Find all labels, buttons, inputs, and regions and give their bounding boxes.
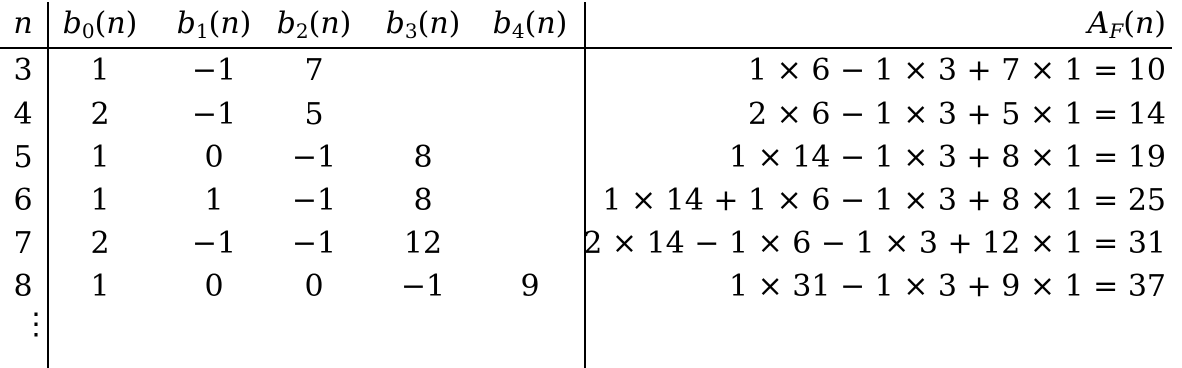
cell-b0: 1	[90, 269, 110, 304]
cell-af: 1 × 31 − 1 × 3 + 9 × 1 = 37	[728, 269, 1166, 304]
cell-af: 1 × 6 − 1 × 3 + 7 × 1 = 10	[748, 53, 1166, 88]
cell-b1: 0	[204, 269, 224, 304]
cell-n: 4	[13, 97, 33, 132]
cell-b0: 1	[90, 140, 110, 175]
cell-b2: 7	[304, 53, 324, 88]
cell-af: 1 × 14 − 1 × 3 + 8 × 1 = 19	[728, 140, 1166, 175]
cell-n: 7	[13, 226, 33, 261]
cell-af: 1 × 14 + 1 × 6 − 1 × 3 + 8 × 1 = 25	[602, 183, 1166, 218]
header-b4: $b_4(n)$	[492, 6, 568, 43]
cell-n: 3	[13, 53, 33, 88]
cell-b1: −1	[191, 53, 237, 88]
cell-b3: 12	[403, 226, 443, 261]
continuation-ellipsis: ⋮	[21, 307, 51, 342]
cell-b3: −1	[400, 269, 446, 304]
cell-b1: −1	[191, 97, 237, 132]
cell-n: 8	[13, 269, 33, 304]
cell-n: 6	[13, 183, 33, 218]
cell-b2: −1	[291, 183, 337, 218]
cell-b2: 0	[304, 269, 324, 304]
header-b0: $b_0(n)$	[62, 6, 138, 43]
cell-b1: −1	[191, 226, 237, 261]
header-n: n	[13, 6, 33, 41]
cell-b0: 1	[90, 53, 110, 88]
header-af: AF(n)	[1087, 6, 1166, 43]
cell-b3: 8	[413, 140, 433, 175]
cell-b2: −1	[291, 226, 337, 261]
cell-b3: 8	[413, 183, 433, 218]
cell-af: 2 × 14 − 1 × 6 − 1 × 3 + 12 × 1 = 31	[583, 226, 1166, 261]
header-b1: $b_1(n)$	[176, 6, 252, 43]
cell-b4: 9	[520, 269, 540, 304]
cell-n: 5	[13, 140, 33, 175]
cell-b0: 1	[90, 183, 110, 218]
cell-b2: 5	[304, 97, 324, 132]
cell-b1: 0	[204, 140, 224, 175]
cell-b1: 1	[204, 183, 224, 218]
cell-af: 2 × 6 − 1 × 3 + 5 × 1 = 14	[748, 97, 1166, 132]
header-b2: $b_2(n)$	[276, 6, 352, 43]
header-b3: $b_3(n)$	[385, 6, 461, 43]
cell-b2: −1	[291, 140, 337, 175]
column-divider-af	[584, 2, 586, 368]
cell-b0: 2	[90, 97, 110, 132]
cell-b0: 2	[90, 226, 110, 261]
